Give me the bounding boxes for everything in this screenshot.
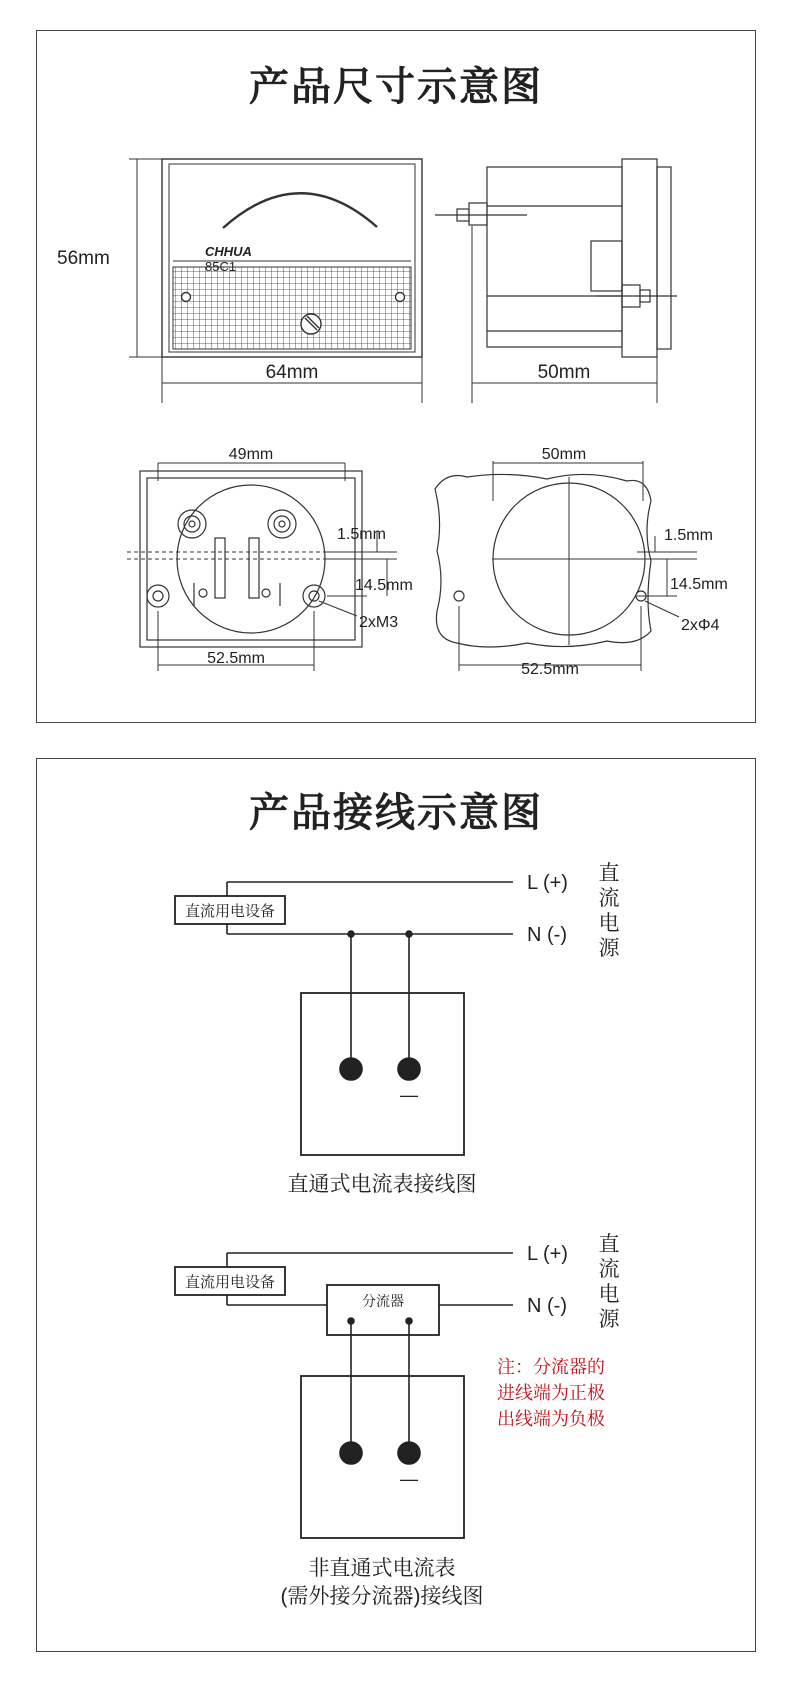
shunt-note-line-3: 出线端为负极	[497, 1409, 605, 1429]
shunt-note-line-1: 注：分流器的	[497, 1357, 605, 1377]
wiring-diagram-direct	[175, 882, 513, 1155]
cutout-top-label: 50mm	[541, 446, 587, 463]
minus-sign-1: —	[400, 1085, 418, 1105]
line-n-label-2: N (-)	[527, 1295, 567, 1317]
side-depth-label: 50mm	[537, 362, 591, 383]
back-offset-label: 14.5mm	[355, 577, 413, 594]
cutout-hole-label: 2xΦ4	[681, 617, 720, 634]
dimensions-title: 产品尺寸示意图	[249, 64, 543, 110]
meter-box-2	[301, 1376, 464, 1538]
dc-source-char-1c: 电	[598, 912, 620, 935]
dc-source-char-2c: 电	[598, 1283, 620, 1306]
dc-source-char-2d: 源	[598, 1308, 620, 1331]
back-screw-label: 2xM3	[359, 614, 399, 631]
cutout-offset-label: 14.5mm	[670, 576, 728, 593]
caption-direct: 直通式电流表接线图	[287, 1173, 477, 1196]
line-n-label-1: N (-)	[527, 924, 567, 946]
wiring-panel	[36, 758, 756, 1652]
negative-terminal-2	[398, 1442, 420, 1464]
dc-source-char-1d: 源	[598, 937, 620, 960]
positive-terminal-2	[340, 1442, 362, 1464]
back-bottom-label: 52.5mm	[207, 650, 265, 667]
brand-logo: CHHUA	[205, 244, 252, 259]
dc-device-label-1: 直流用电设备	[184, 903, 276, 920]
dc-source-char-2a: 直	[598, 1233, 620, 1256]
dc-device-label-2: 直流用电设备	[184, 1274, 276, 1291]
line-l-label-1: L (+)	[527, 872, 568, 894]
dimensions-drawing	[37, 31, 757, 724]
model-label: 85C1	[205, 259, 237, 274]
wiring-diagram-shunt	[175, 1253, 513, 1538]
front-width-label: 64mm	[265, 362, 319, 383]
cutout-bottom-label: 52.5mm	[521, 661, 579, 678]
dc-source-char-1a: 直	[598, 862, 620, 885]
cutout-gap-label: 1.5mm	[664, 527, 713, 544]
cutout-view	[435, 461, 697, 671]
dc-source-char-2b: 流	[598, 1258, 620, 1281]
meter-scale-arc	[223, 193, 377, 228]
caption-shunt-line-1: 非直通式电流表	[308, 1557, 456, 1580]
wiring-drawing	[37, 759, 757, 1653]
front-height-label: 56mm	[57, 248, 110, 269]
wiring-title: 产品接线示意图	[249, 790, 543, 836]
minus-sign-2: —	[400, 1469, 418, 1489]
dc-source-char-1b: 流	[598, 887, 620, 910]
back-top-label: 49mm	[228, 446, 274, 463]
back-view	[127, 463, 397, 671]
shunt-label: 分流器	[362, 1293, 404, 1309]
caption-shunt-line-2: (需外接分流器)接线图	[280, 1585, 484, 1608]
back-gap-label: 1.5mm	[337, 526, 386, 543]
negative-terminal-1	[398, 1058, 420, 1080]
meter-box-1	[301, 993, 464, 1155]
line-l-label-2: L (+)	[527, 1243, 568, 1265]
shunt-note-line-2: 进线端为正极	[497, 1383, 605, 1403]
positive-terminal-1	[340, 1058, 362, 1080]
dimensions-panel	[36, 30, 756, 723]
